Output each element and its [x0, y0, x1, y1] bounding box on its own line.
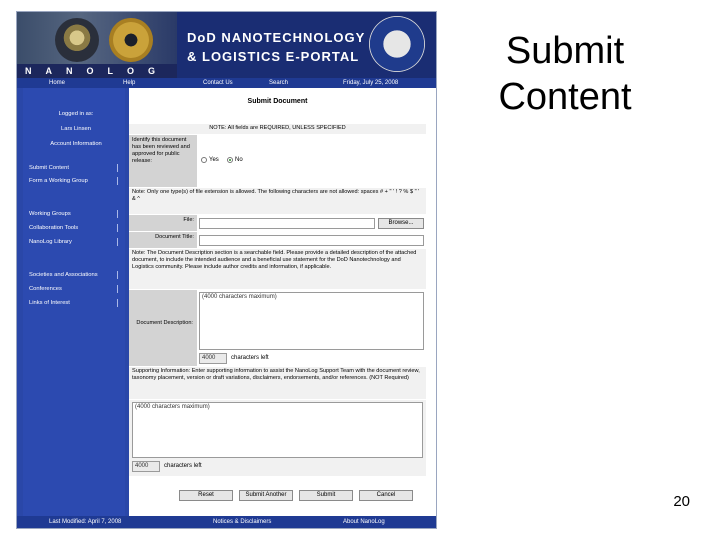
submit-another-button[interactable]: Submit Another: [239, 490, 293, 501]
sidebar-item-nanolog-library[interactable]: NanoLog Library: [29, 238, 118, 246]
sidebar-item-societies[interactable]: Societies and Associations: [29, 271, 118, 279]
current-date: Friday, July 25, 2008: [343, 80, 399, 86]
nav-contact-link[interactable]: Contact Us: [203, 80, 233, 86]
sidebar-item-form-working-group[interactable]: Form a Working Group: [29, 177, 118, 185]
browse-button[interactable]: Browse...: [378, 218, 424, 229]
sidebar-item-working-groups[interactable]: Working Groups: [29, 210, 118, 218]
reset-button[interactable]: Reset: [179, 490, 233, 501]
gear-emblem-icon: [109, 18, 153, 62]
account-information-link[interactable]: Account Information: [50, 141, 102, 147]
header-banner: [17, 12, 436, 78]
sidebar-item-collaboration-tools[interactable]: Collaboration Tools: [29, 224, 118, 232]
slide-title-line1: Submit: [505, 30, 625, 72]
supporting-info-note: Supporting Information: Enter supporting information to assist the NanoLog Support Team with the document review, taxonomy placement, version or draft variations, disclaimers, endorsements, and/or references. (NOT Required): [129, 367, 426, 399]
sidebar-item-conferences[interactable]: Conferences: [29, 285, 118, 293]
eagle-emblem-icon: [55, 18, 99, 62]
public-release-options: [197, 135, 426, 187]
banner-title-line2: & LOGISTICS E-PORTAL: [187, 49, 360, 64]
slide-title: [470, 28, 660, 120]
document-title-label: Document Title:: [129, 232, 197, 248]
submit-button[interactable]: Submit: [299, 490, 353, 501]
sidebar-item-links-of-interest[interactable]: Links of Interest: [29, 299, 118, 307]
main-content: [129, 88, 436, 516]
description-row: [129, 290, 426, 366]
cancel-button[interactable]: Cancel: [359, 490, 413, 501]
yes-label: Yes: [209, 157, 219, 163]
document-title-input[interactable]: [199, 235, 424, 246]
file-label: File:: [129, 215, 197, 231]
no-label: No: [235, 157, 243, 163]
slide-title-line2: Content: [498, 76, 632, 118]
about-nanolog-link[interactable]: About NanoLog: [343, 519, 385, 525]
portal-screenshot: [17, 12, 436, 528]
document-description-label-cell: [129, 290, 197, 366]
nav-help-link[interactable]: Help: [123, 80, 136, 86]
document-description-label: Document Description:: [136, 320, 193, 326]
last-modified-text: Last Modified: April 7, 2008: [49, 519, 122, 525]
required-note: NOTE: All fields are REQUIRED, UNLESS SPECIFIED: [129, 124, 426, 134]
logged-in-label: Logged in as:: [58, 111, 94, 117]
banner-title-line1: DoD NANOTECHNOLOGY: [187, 30, 366, 45]
supporting-counter-label: characters left: [164, 463, 202, 469]
description-note: Note: The Document Description section is a searchable field. Please provide a detailed description of the attached document, to include the intended audience and a beneficial use statement for the DoD Nanotechnology and Logistics community. Please include author credits and information, if applicable.: [129, 249, 426, 289]
notices-disclaimers-link[interactable]: Notices & Disclaimers: [213, 519, 272, 525]
title-row: [129, 232, 426, 248]
description-counter: 4000: [199, 353, 227, 364]
sidebar-panel: [23, 88, 125, 516]
supporting-info-textarea[interactable]: (4000 characters maximum): [132, 402, 423, 458]
form-heading: Submit Document: [247, 98, 308, 105]
dod-seal-icon: [369, 16, 425, 72]
supporting-info-counter: 4000: [132, 461, 160, 472]
slide-page-number: 20: [673, 493, 690, 510]
description-counter-label: characters left: [231, 355, 269, 361]
public-release-label: Identify this document has been reviewed and approved for public release:: [129, 135, 197, 187]
filetype-note: Note: Only one type(s) of file extension is allowed. The following characters are not allowed: spaces # + " ' ! ? % $ " ' & ^: [129, 188, 426, 214]
sidebar: [17, 88, 129, 516]
supporting-info-row: [129, 400, 426, 476]
top-nav-bar: [17, 78, 436, 88]
file-row: [129, 215, 426, 231]
footer-bar: [17, 516, 436, 528]
document-description-textarea[interactable]: (4000 characters maximum): [199, 292, 424, 350]
sidebar-item-submit-content[interactable]: Submit Content: [29, 164, 118, 172]
no-radio[interactable]: [227, 157, 233, 163]
nanolog-logo[interactable]: NANOLOG: [17, 64, 177, 78]
user-name-link[interactable]: Lars Linsen: [61, 126, 91, 132]
nav-home-link[interactable]: Home: [49, 80, 66, 86]
public-release-row: [129, 135, 426, 187]
yes-radio[interactable]: [201, 157, 207, 163]
nav-search-link[interactable]: Search: [269, 80, 289, 86]
file-input[interactable]: [199, 218, 375, 229]
